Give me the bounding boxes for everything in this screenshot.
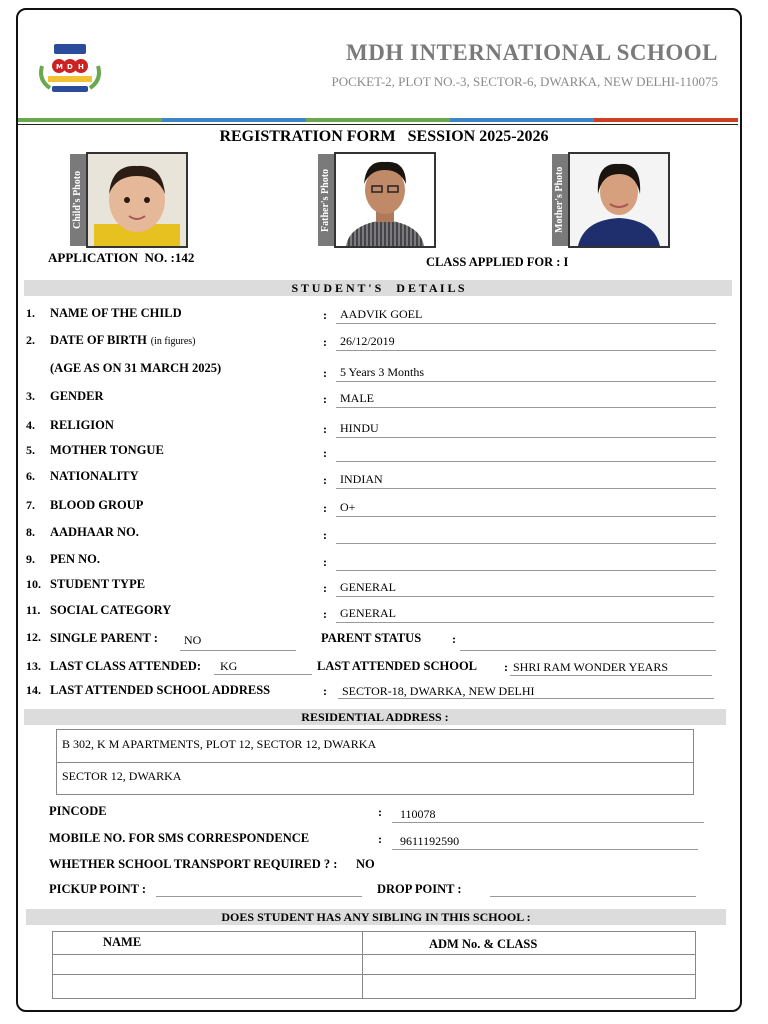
address-divider: [56, 762, 693, 763]
field-label-text: NATIONALITY: [50, 469, 139, 483]
form-title: REGISTRATION FORM SESSION 2025-2026: [219, 128, 549, 145]
address-line-2[interactable]: SECTOR 12, DWARKA: [62, 769, 182, 783]
field-value[interactable]: 26/12/2019: [340, 334, 395, 348]
colon: :: [323, 581, 327, 595]
field-label: [50, 333, 196, 348]
field-label-text: AADHAAR NO.: [50, 525, 139, 539]
field-label: [50, 577, 145, 592]
mobile-label: MOBILE NO. FOR SMS CORRESPONDENCE: [49, 831, 310, 845]
field-note: (in figures): [150, 336, 196, 347]
mother-photo: [568, 152, 670, 248]
row-number: 6.: [26, 469, 35, 483]
field-underline: [336, 570, 716, 571]
last-school-address-value[interactable]: SECTOR-18, DWARKA, NEW DELHI: [342, 684, 535, 698]
row-number: 14.: [26, 683, 41, 697]
svg-text:D: D: [67, 63, 73, 71]
last-class-value[interactable]: KG: [220, 659, 238, 673]
colon: :: [378, 805, 382, 819]
field-underline: [336, 543, 716, 544]
sibling-name-header: NAME: [103, 935, 142, 949]
student-details-heading: S T U D E N T ' S D E T A I L S: [24, 280, 732, 296]
field-label: [50, 389, 103, 404]
row-number: 7.: [26, 498, 35, 512]
field-label: [50, 603, 171, 618]
row-number: 12.: [26, 630, 41, 644]
school-logo: [34, 36, 106, 98]
sibling-adm-header: ADM No. & CLASS: [429, 937, 538, 951]
row-number: 2.: [26, 333, 35, 347]
mobile-value[interactable]: 9611192590: [400, 834, 460, 848]
header-divider: [18, 118, 738, 122]
field-underline: [336, 437, 716, 438]
father-photo-label: Father's Photo: [318, 154, 334, 246]
field-value[interactable]: HINDU: [340, 421, 379, 435]
field-value[interactable]: GENERAL: [340, 580, 396, 594]
sibling-table: [52, 931, 696, 999]
row-number: 8.: [26, 525, 35, 539]
single-parent-underline: [180, 650, 296, 651]
field-label-text: (AGE AS ON 31 MARCH 2025): [50, 361, 222, 375]
colon: :: [323, 473, 327, 487]
sibling-row-divider: [53, 954, 695, 955]
field-label: [50, 525, 139, 540]
colon: :: [323, 555, 327, 569]
bar-segment: [18, 118, 162, 122]
field-value[interactable]: O+: [340, 500, 356, 514]
class-applied: CLASS APPLIED FOR : I: [426, 255, 569, 269]
row-number: 3.: [26, 389, 35, 403]
field-underline: [336, 488, 716, 489]
colon: :: [323, 446, 327, 460]
field-label: [50, 498, 143, 513]
field-value[interactable]: 5 Years 3 Months: [340, 365, 425, 379]
mother-photo-label: Mother's Photo: [552, 154, 568, 246]
bar-segment: [450, 118, 594, 122]
row-number: 9.: [26, 552, 35, 566]
field-value[interactable]: AADVIK GOEL: [340, 307, 423, 321]
field-underline: [336, 516, 716, 517]
field-label: [50, 552, 100, 567]
field-label-text: BLOOD GROUP: [50, 498, 144, 512]
sibling-row-divider: [53, 974, 695, 975]
bar-segment: [162, 118, 306, 122]
child-photo: [86, 152, 188, 248]
last-class-underline: [214, 674, 312, 675]
field-value[interactable]: GENERAL: [340, 606, 396, 620]
field-underline: [336, 407, 716, 408]
sibling-col-divider: [362, 932, 363, 998]
colon: :: [504, 660, 508, 674]
row-number: 1.: [26, 306, 35, 320]
field-label: [50, 469, 139, 484]
last-school-value[interactable]: SHRI RAM WONDER YEARS: [513, 660, 669, 674]
pincode-label: PINCODE: [49, 804, 107, 818]
bar-segment: [306, 118, 450, 122]
field-label-text: STUDENT TYPE: [50, 577, 146, 591]
field-underline: [336, 323, 716, 324]
field-label: [50, 443, 164, 458]
field-label-text: RELIGION: [50, 418, 114, 432]
drop-underline: [490, 896, 696, 897]
mobile-underline: [392, 849, 698, 850]
row-number: 5.: [26, 443, 35, 457]
colon: :: [323, 422, 327, 436]
colon: :: [323, 684, 327, 698]
colon: :: [378, 832, 382, 846]
application-number: APPLICATION NO. :142: [48, 250, 195, 265]
colon: :: [323, 366, 327, 380]
single-parent-label: SINGLE PARENT :: [50, 631, 158, 645]
colon: :: [323, 308, 327, 322]
colon: :: [323, 335, 327, 349]
colon: :: [323, 528, 327, 542]
single-parent-value[interactable]: NO: [184, 633, 202, 647]
field-label: [50, 418, 114, 433]
field-label-text: SOCIAL CATEGORY: [50, 603, 172, 617]
field-label: [50, 306, 182, 321]
drop-label: DROP POINT :: [377, 882, 462, 896]
pincode-underline: [392, 822, 704, 823]
colon: :: [323, 392, 327, 406]
field-label: [50, 361, 221, 376]
field-underline: [336, 461, 716, 462]
transport-label: WHETHER SCHOOL TRANSPORT REQUIRED ? :: [49, 857, 338, 871]
field-label-text: DATE OF BIRTH: [50, 333, 147, 347]
field-label-text: NAME OF THE CHILD: [50, 306, 182, 320]
field-label-text: PEN NO.: [50, 552, 100, 566]
pickup-underline: [156, 896, 362, 897]
last-class-label: LAST CLASS ATTENDED:: [50, 659, 201, 673]
row-number: 11.: [26, 603, 41, 617]
residential-heading: RESIDENTIAL ADDRESS :: [24, 709, 726, 725]
sibling-heading: DOES STUDENT HAS ANY SIBLING IN THIS SCHOOL :: [26, 909, 726, 925]
school-address: POCKET-2, PLOT NO.-3, SECTOR-6, DWARKA, NEW DELHI-110075: [331, 74, 718, 89]
parent-status-underline: [460, 650, 716, 651]
last-school-label: LAST ATTENDED SCHOOL: [317, 659, 478, 673]
field-underline: [336, 622, 714, 623]
field-label-text: GENDER: [50, 389, 104, 403]
school-name: MDH INTERNATIONAL SCHOOL: [346, 40, 718, 65]
field-underline: [336, 596, 714, 597]
field-value[interactable]: INDIAN: [340, 472, 383, 486]
field-value[interactable]: MALE: [340, 391, 374, 405]
last-school-address-label: LAST ATTENDED SCHOOL ADDRESS: [50, 683, 271, 697]
field-underline: [336, 381, 716, 382]
row-number: 10.: [26, 577, 41, 591]
colon: :: [452, 632, 456, 646]
father-photo: [334, 152, 436, 248]
colon: :: [323, 607, 327, 621]
child-photo-label: Child's Photo: [70, 154, 86, 246]
transport-value[interactable]: NO: [356, 857, 375, 871]
field-underline: [336, 350, 716, 351]
pickup-label: PICKUP POINT :: [49, 882, 146, 896]
header-underline: [18, 124, 738, 125]
address-line-1[interactable]: B 302, K M APARTMENTS, PLOT 12, SECTOR 12, DWARKA: [62, 737, 377, 751]
last-school-underline: [510, 675, 712, 676]
pincode-value[interactable]: 110078: [400, 807, 436, 821]
school-logo-icon: [34, 36, 106, 98]
svg-text:H: H: [78, 63, 84, 71]
parent-status-label: PARENT STATUS: [321, 631, 422, 645]
row-number: 4.: [26, 418, 35, 432]
row-number: 13.: [26, 659, 41, 673]
colon: :: [323, 501, 327, 515]
svg-text:M: M: [56, 63, 63, 71]
bar-segment: [594, 118, 738, 122]
last-school-address-underline: [338, 698, 714, 699]
field-label-text: MOTHER TONGUE: [50, 443, 164, 457]
